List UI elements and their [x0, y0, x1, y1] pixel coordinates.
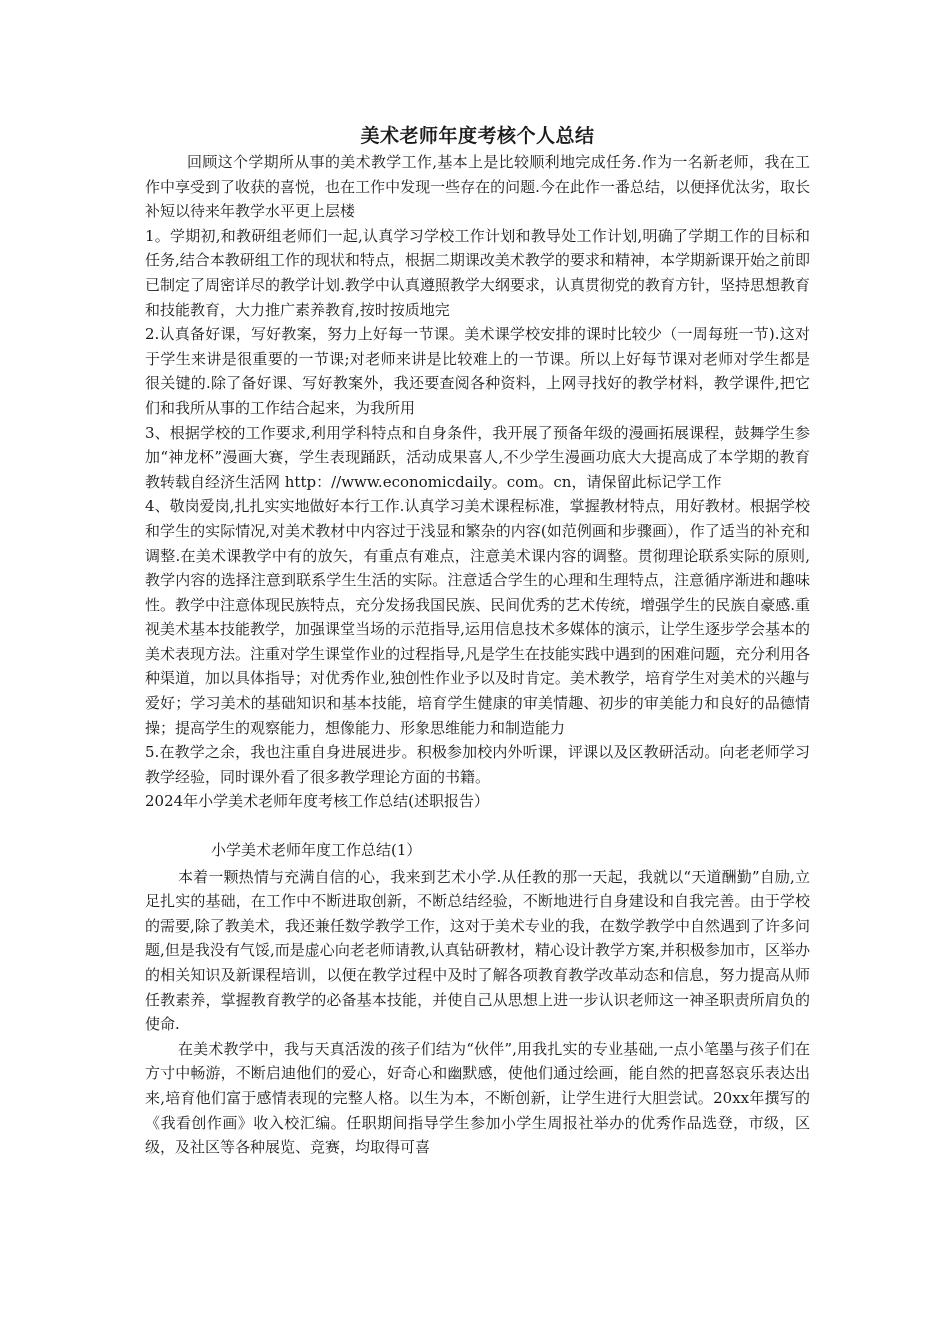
- body-paragraph-1: 本着一颗热情与充满自信的心，我来到艺术小学.从任教的那一天起，我就以“天道酬勤”自励,立足扎实的基础，在工作中不断进取创新，不断总结经验，不断地进行自身建设和自我完善。由于学校的需要,除了教美术，我还兼任数学教学工作，这对于美术专业的我，在数学教学中自然遇到了许多问题,但是我没有气馁,而是虚心向老老师请教,认真钻研教材，精心设计教学方案,并积极参加市，区举办的相关知识及新课程培训，以便在教学过程中及时了解各项教育教学改革动态和信息，努力提高从师任教素养，掌握教育教学的必备基本技能，并使自己从思想上进一步认识老师这一神圣职责所肩负的使命.: [145, 867, 810, 1034]
- section-heading: 2024年小学美术老师年度考核工作总结(述职报告）: [145, 792, 490, 811]
- list-item-4: 4、敬岗爱岗,扎扎实实地做好本行工作.认真学习美术课程标准，掌握教材特点，用好教材。根据学校和学生的实际情况,对美术教材中内容过于浅显和繁杂的内容(如范例画和步骤画），作了适当的补充和调整.在美术课教学中有的放矢，有重点有难点，注意美术课内容的调整。贯彻理论联系实际的原则,教学内容的选择注意到联系学生生活的实际。注意适合学生的心理和生理特点，注意循序渐进和趣味性。教学中注意体现民族特点，充分发扬我国民族、民间优秀的艺术传统，增强学生的民族自豪感.重视美术基本技能教学，加强课堂当场的示范指导,运用信息技术多媒体的演示，让学生逐步学会基本的美术表现方法。注重对学生课堂作业的过程指导,凡是学生在技能实践中遇到的困难问题，充分利用各种渠道，加以具体指导；对优秀作业,独创性作业予以及时肯定。美术教学，培育学生对美术的兴趣与爱好；学习美术的基础知识和基本技能，培育学生健康的审美情趣、初步的审美能力和良好的品德情操；提高学生的观察能力，想像能力、形象思维能力和制造能力: [145, 497, 810, 737]
- section-subtitle: 小学美术老师年度工作总结(1）: [211, 841, 422, 860]
- intro-paragraph: 回顾这个学期所从事的美术教学工作,基本上是比较顺利地完成任务.作为一名新老师，我在工作中享受到了收获的喜悦，也在工作中发现一些存在的问题.今在此作一番总结，以便择优汰劣，取长补短以待来年教学水平更上层楼: [145, 153, 810, 221]
- list-item-2: 2.认真备好课，写好教案，努力上好每一节课。美术课学校安排的课时比较少（一周每班一节).这对于学生来讲是很重要的一节课;对老师来讲是比较难上的一节课。所以上好每节课对老师对学生都是很关键的.除了备好课、写好教案外，我还要查阅各种资料，上网寻找好的教学材料，教学课件,把它们和我所从事的工作结合起来，为我所用: [145, 325, 810, 417]
- document-title: 美术老师年度考核个人总结: [360, 125, 595, 147]
- document-page: [145, 120, 810, 1160]
- list-item-1: 1。学期初,和教研组老师们一起,认真学习学校工作计划和教导处工作计划,明确了学期工作的目标和任务,结合本教研组工作的现状和特点，根据二期课改美术教学的要求和精神，本学期新课开始之前即已制定了周密详尽的教学计划.教学中认真遵照教学大纲要求，认真贯彻党的教育方针，坚持思想教育和技能教育，大力推广素养教育,按时按质地完: [145, 226, 810, 319]
- list-item-3: 3、根据学校的工作要求,利用学科特点和自身条件，我开展了预备年级的漫画拓展课程，鼓舞学生参加“神龙杯”漫画大赛，学生表现踊跃，活动成果喜人,不少学生漫画功底大大提高成了本学期的教育教转载自经济生活网 http：//www.economicdaily。com。cn，请保留此标记学工作: [145, 423, 810, 491]
- body-paragraph-2: 在美术教学中，我与天真活泼的孩子们结为“伙伴”,用我扎实的专业基础,一点小笔墨与孩子们在方寸中畅游，不断启迪他们的爱心，好奇心和幽默感，使他们通过绘画，能自然的把喜怒哀乐表达出来,培育他们富于感情表现的完整人格。以生为本，不断创新，让学生进行大胆尝试。20xx年撰写的《我看创作画》收入校汇编。任职期间指导学生参加小学生周报社举办的优秀作品选登，市级，区级，及社区等各种展览、竞赛，均取得可喜: [145, 1039, 810, 1157]
- list-item-5: 5.在教学之余，我也注重自身进展进步。积极参加校内外听课，评课以及区教研活动。向老老师学习教学经验，同时课外看了很多教学理论方面的书籍。: [145, 743, 810, 786]
